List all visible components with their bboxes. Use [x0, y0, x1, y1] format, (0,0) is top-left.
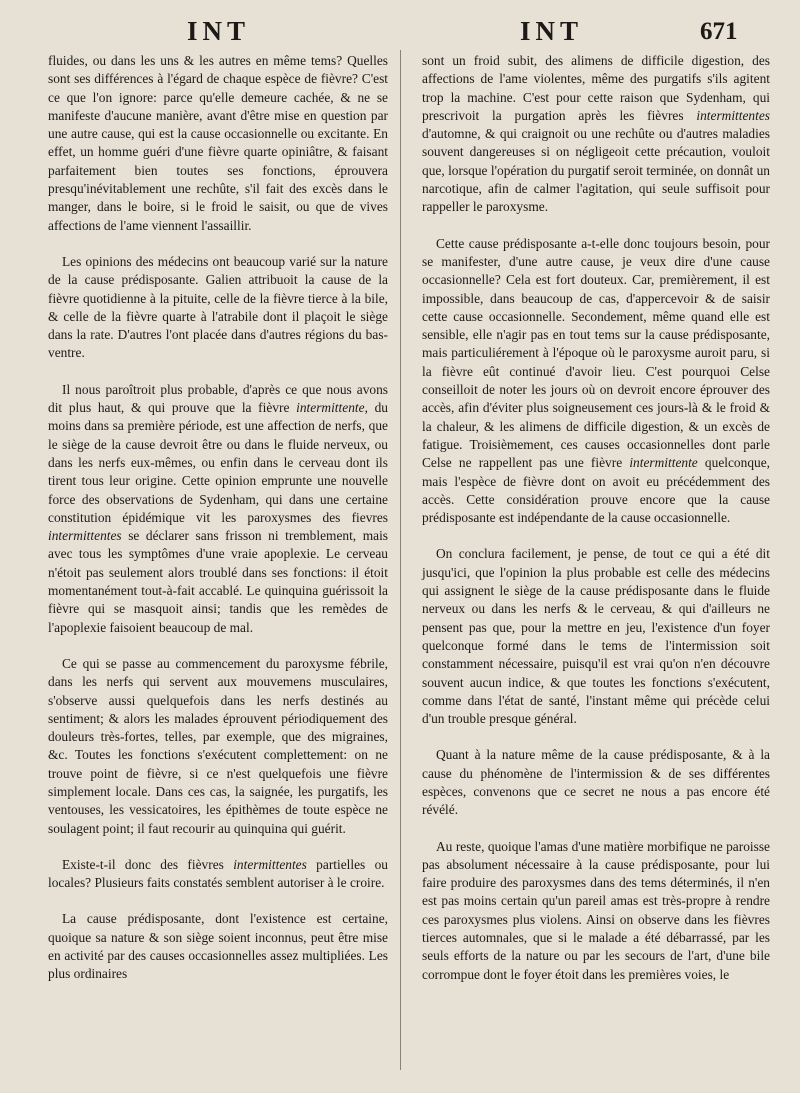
text-run: sont un froid subit, des alimens de difficile digestion, des affections de l'ame violentes, même des purgatifs s'ils agitent trop la machine. C'est pour cette raison que Sydenham, qui prescrivoit la purgation après les fièvres	[422, 53, 770, 123]
paragraph	[422, 838, 770, 984]
text-run: se déclarer sans frisson ni tremblement, mais avec tous les symptômes d'une vraie apoplexie. Le cerveau n'étoit pas seulement alors troublé dans ses fonctions: il étoit momentanément tout-à-fait accablé. Le quinquina guérissoit la fièvre qui se masquoit ainsi; tandis que les remèdes de l'apoplexie faisoient beaucoup de mal.	[48, 528, 388, 635]
running-head	[0, 16, 800, 52]
italic-term: intermittente	[296, 400, 365, 416]
column-rule	[400, 50, 401, 1070]
text-run: quelconque, mais l'espèce de fièvre dont on avoit eu précédemment des accès. Cette considération prouve encore que la cause prédisposante est indépendante de la cause occasionnelle.	[422, 455, 771, 526]
text-run: Les opinions des médecins ont beaucoup varié sur la nature de la cause prédisposante. Galien attribuoit la cause de la fièvre quotidienne à la pituite, celle de la fièvre tierce à la bile, & celle de la fièvre quarte à l'atrabile dont il plaçoit le siège dans la rate. D'autres l'ont placée dans d'autres régions du bas-ventre.	[48, 253, 388, 361]
left-column	[48, 52, 388, 984]
page-number: 671	[700, 18, 738, 45]
text-run: Cette cause prédisposante a-t-elle donc toujours besoin, pour se manifester, d'une autre cause, je veux dire d'une cause occasionnelle? Cela est fort douteux. Car, premièrement, il est impossible, dans beaucoup de cas, d'appercevoir & de saisir cette cause occasionnelle. Secondement, même quand elle est sensible, elle n'agir pas en tout tems sur la cause prédisposante, mais particuliérement à l'époque où le paroxysme auroit paru, si la fièvre eût continué d'avoir lieu. C'est pourquoi Celse conseilloit de noter les jours où on devroit encore éprouver des accès, afin d'éviter plus soigneusement ces jours-là & le froid & la chaleur, & les alimens de difficile digestion, & un excès de fatigue. Troisièmement, ces causes occasionnelles dont parle Celse ne rappellent pas une fièvre	[422, 235, 770, 471]
paragraph	[48, 52, 388, 235]
paragraph	[422, 545, 770, 728]
text-run: d'automne, & qui craignoit ou une rechûte ou d'autres maladies souvent dangereuses si on négligeoit cette précaution, vouloit que, lorsque l'opération du purgatif seroit terminée, on donnât un narcotique, afin de calmer l'agitation, qui seule suffisoit pour rappeller le paroxysme.	[422, 126, 770, 215]
text-run: La cause prédisposante, dont l'existence est certaine, quoique sa nature & son siège soient inconnus, peut être mise en activité par des causes occasionnelles assez multipliées. Les plus ordinaires	[48, 911, 388, 982]
text-run: Ce qui se passe au commencement du paroxysme fébrile, dans les nerfs qui servent aux mouvemens musculaires, s'observe aussi quelquefois dans les nerfs destinés au sentiment; & alors les malades éprouvent périodiquement des douleurs très-fortes, telles, par exemple, que des migraines, &c. Toutes les fonctions s'exécutent complettement: on ne trouve point de fièvre, si ce n'est quelquefois une fièvre simplement locale. Dans ces cas, la saignée, les purgatifs, les ventouses, les vessicatoires, les épithèmes de toute espèce ne soulagent point; il faut recourir au quinquina qui guérit.	[48, 655, 388, 836]
paragraph	[422, 235, 770, 528]
text-run: On conclura facilement, je pense, de tout ce qui a été dit jusqu'ici, que l'opinion la plus probable est celle des médecins qui assignent le siège de la cause prédisposante dans le fluide nerveux ou dans les nerfs & le cerveau, & qui d'ailleurs ne pensent pas que, pour la mettre en jeu, l'existence d'un foyer quelconque formé dans le tems de l'intermission soit constamment nécessaire, puisqu'il est vrai qu'on n'en découvre souvent aucun indice, & que toutes les fonctions s'exécutent, comme dans l'état de santé, l'instant même qui précède celui d'un trouble presque général.	[422, 546, 770, 727]
text-run: , du moins dans sa première période, est une affection de nerfs, que le siège de la cause devroit être ou dans le fluide nerveux, ou dans les nerfs eux-mêmes, ou enfin dans le cerveau dont ils tirent tous leur origine. Cette opinion emprunte une nouvelle force des observations de Sydenham, qui dans une certaine constitution épidémique vit les paroxysmes des fievres	[48, 400, 389, 525]
italic-term: intermittentes	[696, 107, 770, 123]
text-run: fluides, ou dans les uns & les autres en même tems? Quelles sont ses différences à l'égard de chaque espèce de fièvre? C'est ce que l'on ignore: parce qu'elle demeure cachée, & ne se manifeste d'aucune manière, avant d'être mise en question par une autre cause, qui est la cause occasionnelle ou excitante. En effet, un homme guéri d'une fièvre quarte opiniâtre, & faisant parfaitement bien toutes ses fonctions, éprouvera presqu'inévitablement une rechûte, s'il fait des excès dans le manger, dans le boire, si le froid le saisit, ou que de vives affections de l'ame viennent l'assaillir.	[48, 53, 388, 233]
text-run: Il nous paroîtroit plus probable, d'après ce que nous avons dit plus haut, & qui prouve que la fièvre	[48, 381, 388, 416]
paragraph	[48, 910, 388, 983]
running-head-right: INT	[520, 16, 584, 46]
paragraph	[48, 856, 388, 893]
running-head-left: INT	[187, 16, 251, 46]
text-run: partielles ou locales? Plusieurs faits constatés semblent autoriser à le croire.	[48, 856, 388, 891]
italic-term: intermittente	[629, 455, 698, 471]
paragraph	[48, 655, 388, 838]
text-run: Quant à la nature même de la cause prédisposante, & à la cause du phénomène de l'intermission & de ses différentes espèces, convenons que ce secret ne nous a pas encore été révélé.	[422, 747, 770, 818]
text-run: Existe-t-il donc des fièvres	[62, 856, 234, 872]
italic-term: intermittentes	[48, 528, 122, 544]
right-column	[422, 52, 770, 984]
text-run: Au reste, quoique l'amas d'une matière morbifique ne paroisse pas absolument nécessaire à la cause prédisposante, pour lui faire produire des paroxysmes dans des tems déterminés, il n'en est pas moins certain qu'un pareil amas est très-propre à rendre ces paroxysmes plus violens. Ainsi on observe dans les fièvres tierces automnales, que si le malade a été débarrassé, par les seuls efforts de la nature ou par les secours de l'art, d'une bile corrompue dont le foyer étoit dans les premières voies, le	[422, 838, 770, 982]
paragraph	[48, 381, 388, 637]
paragraph	[422, 52, 770, 217]
italic-term: intermittentes	[233, 856, 307, 872]
paragraph	[48, 253, 388, 363]
paragraph	[422, 746, 770, 819]
